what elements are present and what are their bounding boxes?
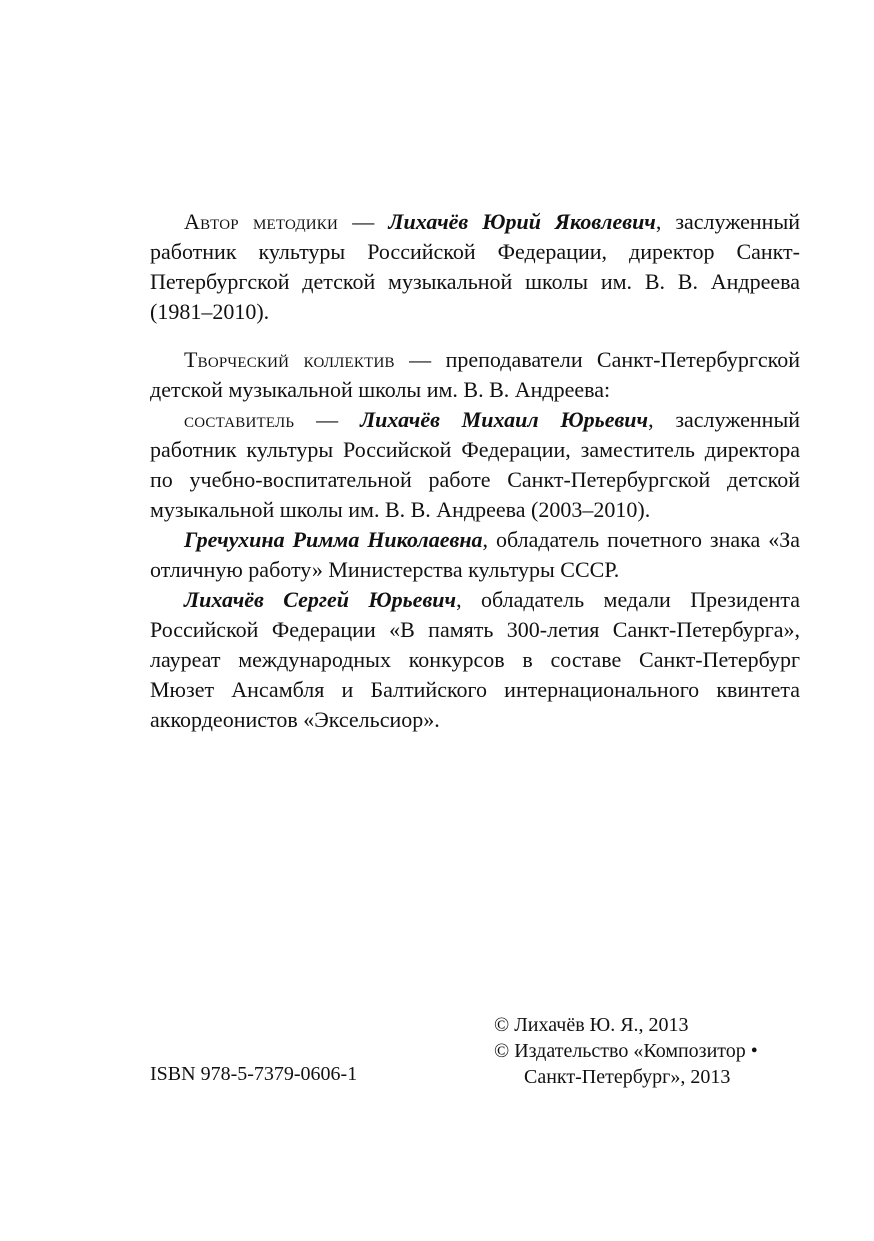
member-name: Гречухина Римма Николаевна: [184, 527, 483, 552]
member-description: , заслуженный работник культуры Российской Федерации, заместитель директора по учебно-воспитательной работе Санкт-Петербургской детской музыкальной школы им. В. В. Андреева (2003–2010).: [150, 407, 800, 522]
collective-intro-paragraph: [150, 345, 800, 405]
collective-label: Творческий коллектив —: [184, 347, 432, 372]
copyright-block: [494, 1012, 758, 1090]
member-description: , обладатель почетного знака «За отличную работу» Министерства культуры СССР.: [150, 527, 800, 582]
member-paragraph: [150, 585, 800, 735]
member-paragraph: [150, 405, 800, 525]
collective-intro: преподаватели Санкт-Петербургской детской музыкальной школы им. В. В. Андреева:: [150, 347, 800, 402]
author-label: Автор методики —: [184, 209, 375, 234]
copyright-publisher: © Издательство «Композитор •: [494, 1040, 758, 1062]
author-name: Лихачёв Юрий Яковлевич: [388, 209, 656, 234]
author-description: , заслуженный работник культуры Российской Федерации, директор Санкт-Петербургской детской музыкальной школы им. В. В. Андреева (1981–2010).: [150, 209, 801, 324]
collective-section: [150, 345, 800, 735]
compiler-label: составитель —: [184, 407, 339, 432]
copyright-author: © Лихачёв Ю. Я., 2013: [494, 1014, 689, 1036]
isbn: ISBN 978-5-7379-0606-1: [150, 1063, 358, 1085]
member-paragraph: [150, 525, 800, 585]
author-paragraph: [150, 207, 800, 327]
member-name: Лихачёв Сергей Юрьевич: [184, 587, 457, 612]
member-description: , обладатель медали Президента Российской Федерации «В память 300-летия Санкт-Петербурга», лауреат международных конкурсов в составе Санкт-Петербург Мюзет Ансамбля и Балтийского интернационального квинтета аккордеонистов «Эксельсиор».: [150, 587, 800, 732]
member-name: Лихачёв Михаил Юрьевич: [360, 407, 649, 432]
copyright-publisher-continued: Санкт-Петербург», 2013: [524, 1066, 731, 1088]
author-section: [150, 207, 800, 327]
